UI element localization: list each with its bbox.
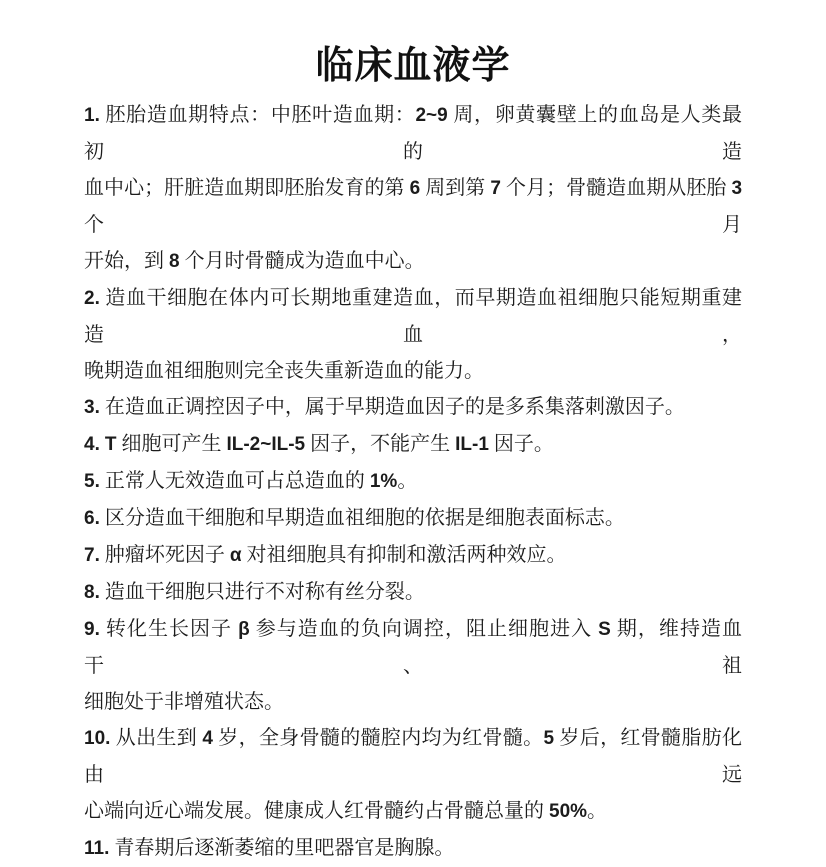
- text-line: 血中心；肝脏造血期即胚胎发育的第 6 周到第 7 个月；骨髓造血期从胚胎 3 个月: [84, 177, 743, 236]
- latin-text: 8.: [84, 582, 100, 603]
- latin-text: 7: [490, 178, 501, 199]
- latin-text: 9.: [84, 619, 100, 640]
- text-line: 1. 胚胎造血期特点：中胚叶造血期：2~9 周，卵黄囊壁上的血岛是人类最初的造: [84, 104, 743, 163]
- text-line: 晚期造血祖细胞则完全丧失重新造血的能力。: [84, 360, 484, 382]
- latin-text: α: [229, 545, 242, 566]
- latin-text: S: [598, 619, 611, 640]
- latin-text: 6: [409, 178, 421, 199]
- latin-text: 4: [202, 728, 213, 749]
- text-line: 5. 正常人无效造血可占总造血的 1%。: [84, 470, 418, 492]
- text-line: 细胞处于非增殖状态。: [84, 691, 284, 713]
- page-title: 临床血液学: [315, 45, 511, 87]
- text-line: 11. 青春期后逐渐萎缩的里吧器官是胸腺。: [84, 837, 455, 859]
- latin-text: 6.: [84, 508, 100, 529]
- latin-text: 3.: [84, 397, 100, 418]
- text-line: 9. 转化生长因子 β 参与造血的负向调控，阻止细胞进入 S 期，维持造血干、祖: [84, 618, 743, 677]
- latin-text: IL-1: [455, 434, 489, 455]
- text-line: 10. 从出生到 4 岁，全身骨髓的髓腔内均为红骨髓。5 岁后，红骨髓脂肪化由远: [84, 727, 743, 786]
- latin-text: T: [104, 434, 117, 455]
- text-line: 心端向近心端发展。健康成人红骨髓约占骨髓总量的 50%。: [84, 800, 608, 822]
- latin-text: 2.: [84, 288, 100, 309]
- latin-text: 10.: [84, 728, 111, 749]
- text-line: 6. 区分造血干细胞和早期造血祖细胞的依据是细胞表面标志。: [84, 507, 625, 529]
- latin-text: 8: [169, 251, 180, 272]
- text-line: 3. 在造血正调控因子中，属于早期造血因子的是多系集落刺激因子。: [84, 396, 685, 418]
- text-line: 7. 肿瘤坏死因子 α 对祖细胞具有抑制和激活两种效应。: [84, 544, 567, 566]
- latin-text: 2~9: [415, 105, 448, 126]
- latin-text: 3: [731, 178, 743, 199]
- text-line: 8. 造血干细胞只进行不对称有丝分裂。: [84, 581, 425, 603]
- text-line: 开始，到 8 个月时骨髓成为造血中心。: [84, 250, 425, 272]
- latin-text: β: [238, 619, 250, 640]
- latin-text: 11.: [84, 838, 110, 859]
- latin-text: 1.: [84, 105, 100, 126]
- latin-text: 5.: [84, 471, 100, 492]
- latin-text: 5: [543, 728, 555, 749]
- latin-text: IL-2~IL-5: [226, 434, 306, 455]
- text-line: 4. T 细胞可产生 IL-2~IL-5 因子，不能产生 IL-1 因子。: [84, 433, 554, 455]
- latin-text: 1%: [369, 471, 398, 492]
- text-line: 2. 造血干细胞在体内可长期地重建造血，而早期造血祖细胞只能短期重建造血，: [84, 287, 742, 346]
- latin-text: 50%: [549, 801, 588, 822]
- latin-text: 7.: [84, 545, 100, 566]
- latin-text: 4.: [84, 434, 100, 455]
- document-body: [84, 97, 742, 867]
